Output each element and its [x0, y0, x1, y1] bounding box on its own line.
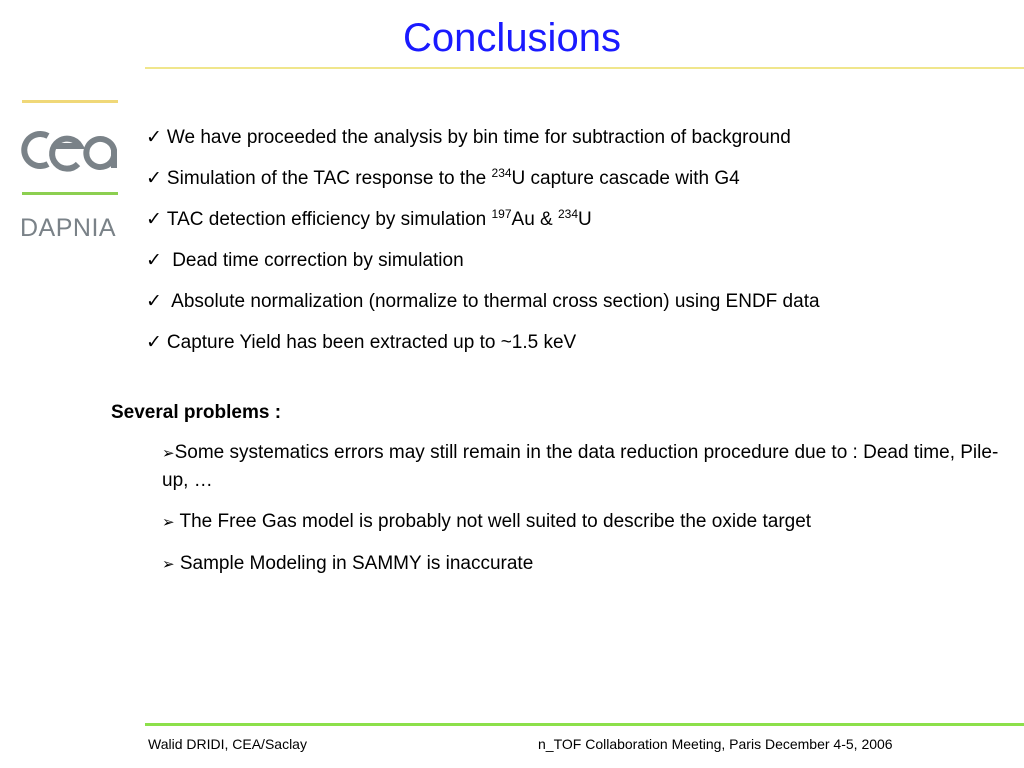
arrow-bullet-icon: ➢: [162, 556, 175, 573]
footer-author: Walid DRIDI, CEA/Saclay: [148, 736, 307, 752]
superscript: 197: [491, 207, 512, 221]
conclusions-list: [146, 124, 1006, 370]
list-item: [162, 439, 1002, 494]
logo-top-line: [22, 100, 118, 103]
list-item-text: Simulation of the TAC response to the: [166, 168, 492, 189]
check-icon: ✓: [146, 250, 162, 271]
list-item-text: The Free Gas model is probably not well suited to describe the oxide target: [174, 511, 812, 532]
list-item: [162, 550, 1002, 578]
footer-divider: [145, 723, 1024, 726]
footer-event: n_TOF Collaboration Meeting, Paris December 4-5, 2006: [538, 736, 893, 752]
list-item: [146, 206, 1006, 247]
list-item-text: Absolute normalization (normalize to thermal cross section) using ENDF data: [166, 291, 820, 312]
slide-title: Conclusions: [403, 16, 621, 60]
list-item-text: U: [578, 209, 592, 230]
problems-heading: Several problems :: [111, 402, 282, 423]
list-item: [146, 329, 1006, 370]
list-item-text: We have proceeded the analysis by bin time for subtraction of background: [166, 127, 791, 148]
check-icon: ✓: [146, 291, 162, 312]
title-divider: [145, 67, 1024, 69]
arrow-bullet-icon: ➢: [162, 514, 175, 531]
superscript: 234: [491, 166, 512, 180]
cea-logo-icon: [20, 126, 120, 174]
list-item-text: Capture Yield has been extracted up to ~1.5 keV: [166, 332, 577, 353]
list-item-text: Au &: [511, 209, 558, 230]
check-icon: ✓: [146, 168, 162, 189]
arrow-bullet-icon: ➢: [162, 445, 175, 462]
list-item-text: Dead time correction by simulation: [166, 250, 464, 271]
list-item-text: Some systematics errors may still remain in the data reduction procedure due to : Dead time, Pile-up, …: [162, 442, 999, 491]
logo-bottom-line: [22, 192, 118, 195]
check-icon: ✓: [146, 332, 162, 353]
check-icon: ✓: [146, 127, 162, 148]
list-item: [146, 124, 1006, 165]
cea-dapnia-logo: [18, 100, 130, 250]
list-item-text: TAC detection efficiency by simulation: [166, 209, 492, 230]
check-icon: ✓: [146, 209, 162, 230]
list-item-text: U capture cascade with G4: [511, 168, 740, 189]
superscript: 234: [558, 207, 579, 221]
problems-list: [162, 439, 1002, 592]
list-item: [146, 247, 1006, 288]
logo-dapnia-text: DAPNIA: [20, 214, 117, 242]
list-item: [146, 288, 1006, 329]
list-item-text: Sample Modeling in SAMMY is inaccurate: [174, 553, 534, 574]
list-item: [162, 508, 1002, 536]
list-item: [146, 165, 1006, 206]
